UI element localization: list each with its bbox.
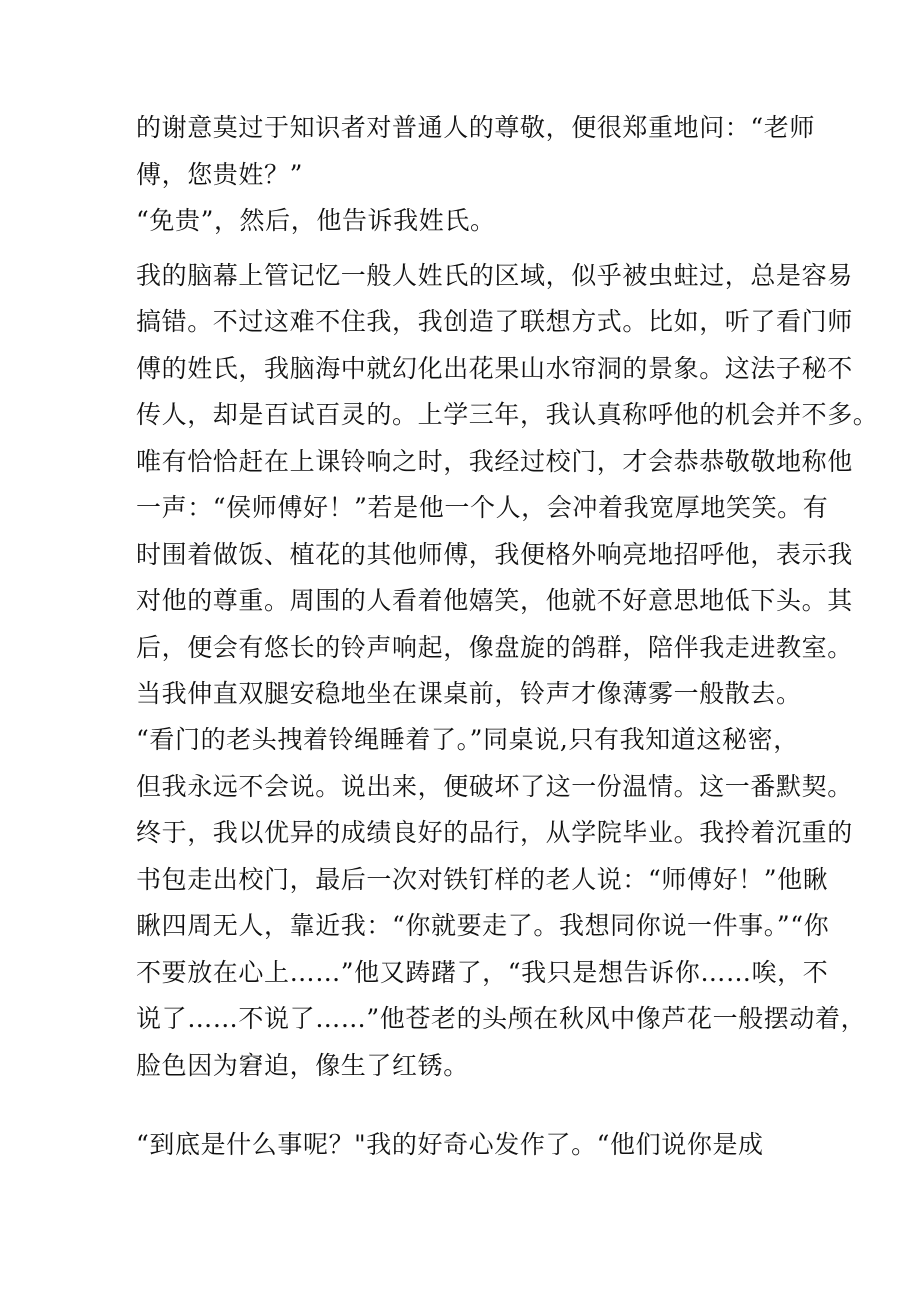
text-line-12: 后，便会有悠长的铃声响起，像盘旋的鸽群，陪伴我走进教室。 [136,633,853,662]
text-line-18: 瞅四周无人，靠近我：“你就要走了。我想同你说一件事。”“你 [136,911,830,940]
text-line-14: “看门的老头拽着铃绳睡着了。”同桌说,只有我知道这秘密， [136,725,799,754]
text-line-3: “免贵”，然后，他告诉我姓氏。 [136,206,496,235]
text-line-16: 终于，我以优异的成绩良好的品行，从学院毕业。我拎着沉重的 [136,818,853,847]
text-line-19: 不要放在心上……”他又踌躇了，“我只是想告诉你……唉，不 [136,958,829,987]
text-line-9: 一声：“侯师傅好！”若是他一个人，会冲着我宽厚地笑笑。有 [136,493,829,522]
text-line-4: 我的脑幕上管记忆一般人姓氏的区域，似乎被虫蛀过，总是容易 [136,261,853,290]
text-line-20: 说了……不说了……”他苍老的头颅在秋风中像芦花一般摆动着， [136,1004,867,1033]
text-line-5: 搞错。不过这难不住我，我创造了联想方式。比如，听了看门师 [136,307,853,336]
text-line-7: 传人，却是百试百灵的。上学三年，我认真称呼他的机会并不多。 [136,400,879,429]
text-line-1: 的谢意莫过于知识者对普通人的尊敬，便很郑重地问：“老师 [136,113,815,142]
text-line-11: 对他的尊重。周围的人看着他嬉笑，他就不好意思地低下头。其 [136,586,853,615]
text-line-17: 书包走出校门，最后一次对铁钉样的老人说：“师傅好！”他瞅 [136,865,829,894]
text-line-2: 傅，您贵姓？” [136,160,303,189]
text-line-6: 傅的姓氏，我脑海中就幻化出花果山水帘洞的景象。这法子秘不 [136,354,853,383]
text-line-8: 唯有恰恰赶在上课铃响之时，我经过校门，才会恭恭敬敬地称他 [136,447,853,476]
text-line-22: “到底是什么事呢？"我的好奇心发作了。“他们说你是成 [136,1130,764,1159]
text-line-13: 当我伸直双腿安稳地坐在课桌前，铃声才像薄雾一般散去。 [136,679,802,708]
text-line-10: 时围着做饭、植花的其他师傅，我便格外响亮地招呼他，表示我 [136,540,853,569]
text-line-21: 脸色因为窘迫，像生了红锈。 [136,1051,469,1080]
text-line-15: 但我永远不会说。说出来，便破坏了这一份温情。这一番默契。 [136,772,853,801]
